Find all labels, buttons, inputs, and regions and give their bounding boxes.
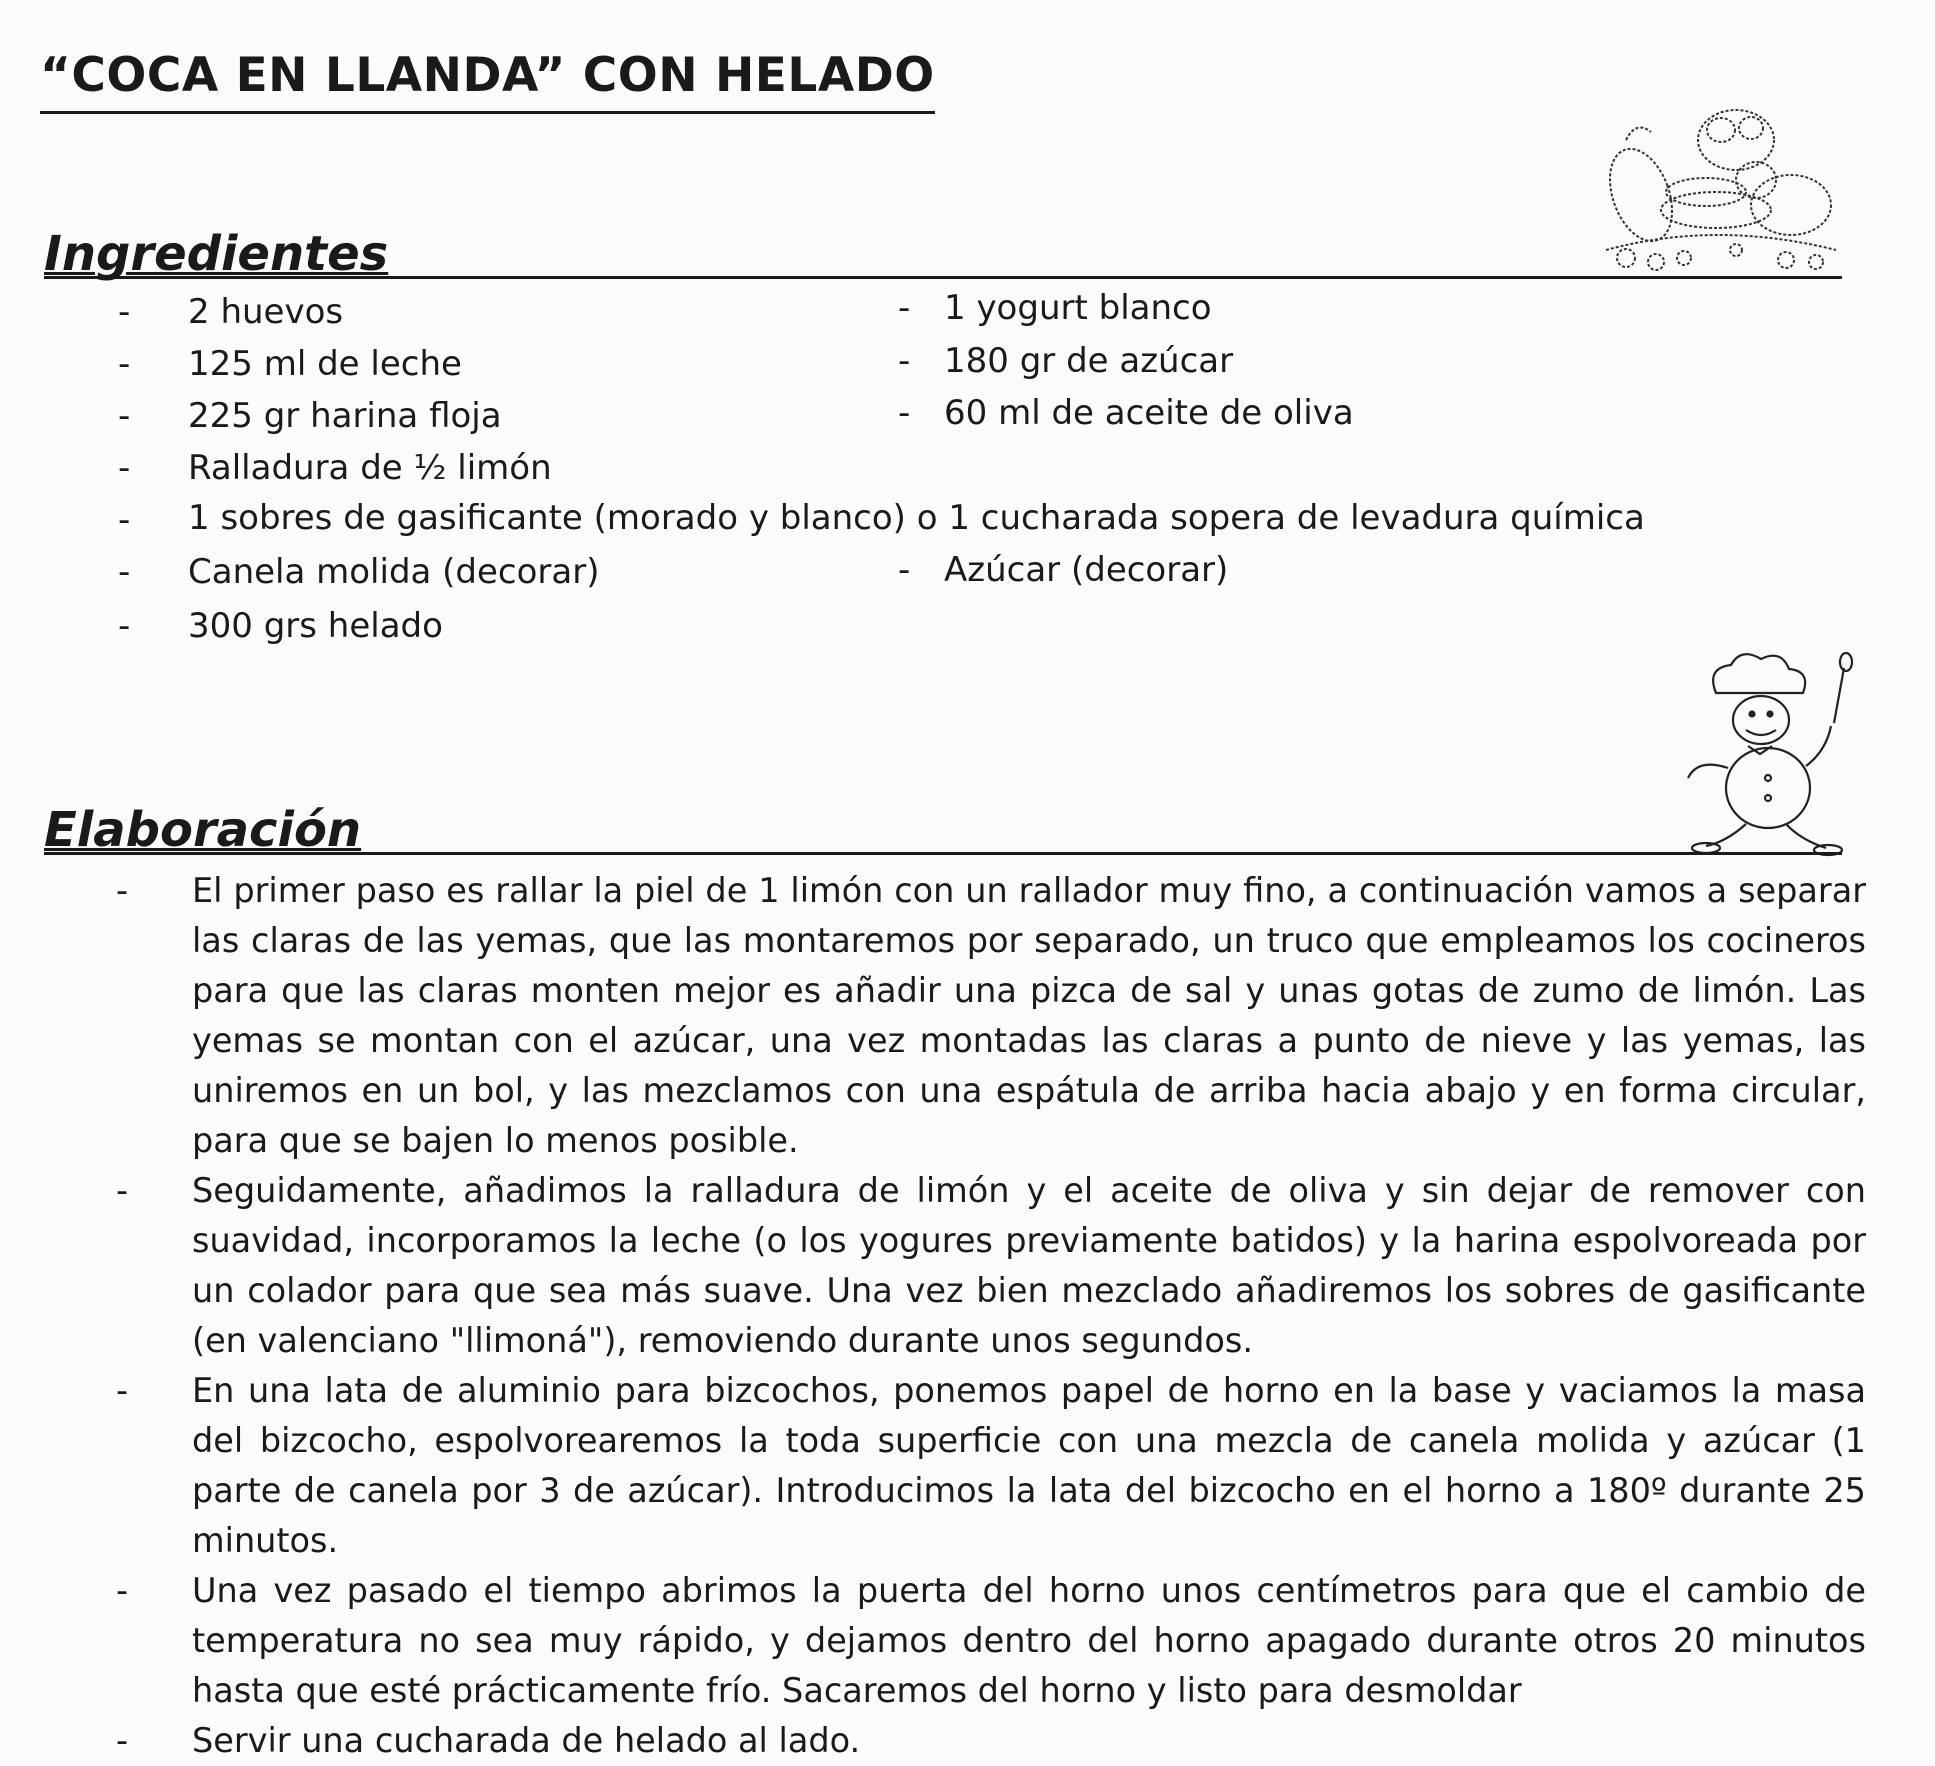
bullet: -: [898, 550, 911, 590]
ingredients-heading: Ingredientes: [44, 226, 389, 282]
list-item: - Servir una cucharada de helado al lado.: [116, 1716, 1866, 1766]
ingredient-item: 2 huevos: [188, 292, 344, 332]
ingredient-item: Azúcar (decorar): [944, 550, 1229, 590]
ingredient-item: 1 yogurt blanco: [944, 288, 1212, 328]
ingredient-item: 1 sobres de gasificante (morado y blanco) o 1 cucharada sopera de levadura química: [188, 498, 1645, 538]
list-item: - Seguidamente, añadimos la ralladura de limón y el aceite de oliva y sin dejar de remover con suavidad, incorporamos la leche (o los yogures previamente batidos) y la harina espolvoreada por un colador para que sea más suave. Una vez bien mezclado añadiremos los sobres de gasificante (en valenciano "llimoná"), removiendo durante unos segundos.: [116, 1166, 1866, 1366]
list-item: - Una vez pasado el tiempo abrimos la puerta del horno unos centímetros para que el cambio de temperatura no sea muy rápido, y dejamos dentro del horno apagado durante otros 20 minutos hasta que esté prácticamente frío. Sacaremos del horno y listo para desmoldar: [116, 1566, 1866, 1716]
ingredient-item: Ralladura de ½ limón: [188, 448, 552, 488]
ingredient-item: 60 ml de aceite de oliva: [944, 393, 1354, 433]
list-item: - El primer paso es rallar la piel de 1 limón con un rallador muy fino, a continuación vamos a separar las claras de las yemas, que las montaremos por separado, un truco que empleamos los cocineros para que las claras monten mejor es añadir una pizca de sal y unas gotas de zumo de limón. Las yemas se montan con el azúcar, una vez montadas las claras a punto de nieve y las yemas, las uniremos en un bol, y las mezclamos con una espátula de arriba hacia abajo y en forma circular, para que se bajen lo menos posible.: [116, 866, 1866, 1166]
ingredient-item: 300 grs helado: [188, 606, 443, 646]
ingredient-item: 180 gr de azúcar: [944, 341, 1234, 381]
elaboration-heading-rule: [44, 790, 1842, 858]
bullet: -: [118, 292, 131, 332]
recipe-title: “COCA EN LLANDA” CON HELADO: [40, 48, 935, 114]
elaboration-steps: [116, 866, 1866, 1766]
bullet: -: [898, 288, 911, 328]
ingredients-heading-rule: [44, 214, 1842, 282]
bullet: -: [118, 500, 131, 540]
list-item: - En una lata de aluminio para bizcochos, ponemos papel de horno en la base y vaciamos la masa del bizcocho, espolvorearemos la toda superficie con una mezcla de canela molida y azúcar (1 parte de canela por 3 de azúcar). Introducimos la lata del bizcocho en el horno a 180º durante 25 minutos.: [116, 1366, 1866, 1566]
bullet: -: [898, 341, 911, 381]
bullet: -: [898, 393, 911, 433]
bullet: -: [118, 448, 131, 488]
ingredient-item: 225 gr harina floja: [188, 396, 502, 436]
bullet: -: [118, 396, 131, 436]
ingredient-item: 125 ml de leche: [188, 344, 462, 384]
bullet: -: [118, 606, 131, 646]
elaboration-heading: Elaboración: [44, 802, 362, 858]
bullet: -: [118, 344, 131, 384]
bullet: -: [118, 552, 131, 592]
ingredient-item: Canela molida (decorar): [188, 552, 600, 592]
